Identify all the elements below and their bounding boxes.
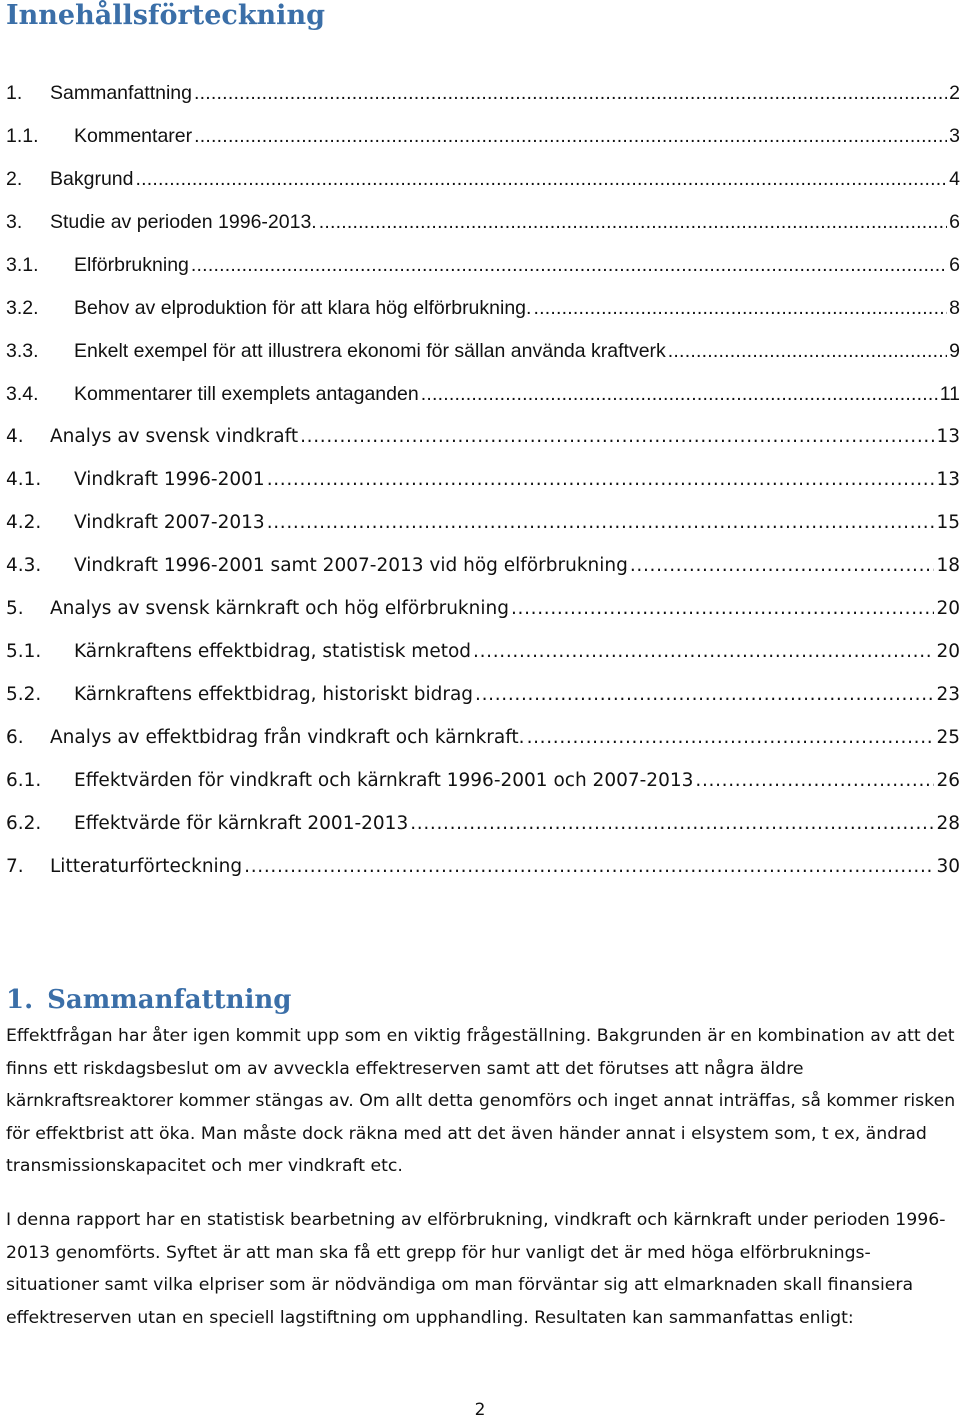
- toc-entry[interactable]: [6, 297, 960, 327]
- toc-entry-page: 6: [949, 254, 960, 276]
- toc-entry-number: 1.: [6, 82, 23, 104]
- toc-entry[interactable]: [6, 383, 960, 413]
- toc-leader-dots: [630, 555, 935, 576]
- toc-entry[interactable]: [6, 125, 960, 155]
- toc-entry[interactable]: [6, 426, 960, 456]
- toc-entry-page: 26: [936, 770, 960, 791]
- toc-leader-dots: [319, 211, 947, 234]
- toc-entry-title: Sammanfattning: [50, 82, 192, 104]
- toc-entry-page: 13: [936, 469, 960, 490]
- toc-leader-dots: [527, 727, 935, 748]
- toc-entry[interactable]: [6, 211, 960, 241]
- toc-entry-page: 4: [949, 168, 960, 190]
- toc-entry-page: 20: [936, 641, 960, 662]
- body-paragraph: Effektfrågan har åter igen kommit upp som en viktig frågeställning. Bakgrunden är en kombination av att det finns ett riskdagsbeslut om av avveckla effektreserven samt att det förutses att några äldre kärnkraftsreaktorer kommer stängas av. Om allt detta genomförs och inget annat inträffas, så kommer risken för effektbrist att öka. Man måste dock räkna med att det även händer annat i elsystem som, t ex, ändrad transmissionskapacitet och mer vindkraft etc.: [6, 1026, 956, 1176]
- toc-entry[interactable]: [6, 770, 960, 800]
- toc-entry-title: Elförbrukning: [74, 254, 189, 276]
- toc-entry-number: 3.: [6, 211, 23, 233]
- toc-entry-page: 9: [949, 340, 960, 362]
- toc-entry-page: 3: [949, 125, 960, 147]
- toc-entry[interactable]: [6, 82, 960, 112]
- toc-entry-title: Effektvärden för vindkraft och kärnkraft 1996-2001 och 2007-2013: [74, 770, 694, 791]
- toc-entry[interactable]: [6, 469, 960, 499]
- toc-entry-title: Kommentarer: [74, 125, 193, 147]
- toc-entry-number: 4.1.: [6, 469, 42, 490]
- toc-entry-number: 3.1.: [6, 254, 39, 276]
- toc-entry-number: 3.4.: [6, 383, 39, 405]
- toc-entry-page: 13: [936, 426, 960, 447]
- toc-entry-number: 4.2.: [6, 512, 42, 533]
- toc-entry-number: 5.2.: [6, 684, 42, 705]
- toc-entry-page: 11: [939, 383, 960, 405]
- toc-heading: Innehållsförteckning: [6, 0, 325, 31]
- toc-leader-dots: [421, 383, 938, 406]
- toc-entry[interactable]: [6, 727, 960, 757]
- toc-leader-dots: [511, 598, 934, 619]
- toc-entry-number: 4.: [6, 426, 24, 447]
- toc-entry-number: 3.2.: [6, 297, 39, 319]
- toc-entry[interactable]: [6, 512, 960, 542]
- toc-entry-page: 28: [936, 813, 960, 834]
- toc-leader-dots: [244, 856, 934, 877]
- toc-leader-dots: [300, 426, 934, 447]
- section-number: 1.: [6, 985, 34, 1015]
- toc-leader-dots: [695, 770, 934, 791]
- toc-entry-number: 3.3.: [6, 340, 39, 362]
- toc-entry[interactable]: [6, 813, 960, 843]
- toc-entry-page: 30: [936, 856, 960, 877]
- toc-entry-page: 6: [949, 211, 960, 233]
- toc-entry-title: Analys av effektbidrag från vindkraft och kärnkraft.: [50, 727, 525, 748]
- toc-entry-number: 5.: [6, 598, 24, 619]
- toc-entry-page: 18: [936, 555, 960, 576]
- toc-entry[interactable]: [6, 684, 960, 714]
- toc-entry-title: Kärnkraftens effektbidrag, statistisk metod: [74, 641, 472, 662]
- toc-entry-title: Vindkraft 1996-2001 samt 2007-2013 vid hög elförbrukning: [74, 555, 628, 576]
- toc-entry-page: 15: [936, 512, 960, 533]
- toc-entry[interactable]: [6, 168, 960, 198]
- toc-entry-title: Analys av svensk vindkraft: [50, 426, 299, 447]
- toc-entry-title: Analys av svensk kärnkraft och hög elförbrukning: [50, 598, 509, 619]
- toc-entry-page: 8: [949, 297, 960, 319]
- toc-entry-number: 6.2.: [6, 813, 42, 834]
- toc-entry-title: Bakgrund: [50, 168, 134, 190]
- toc-leader-dots: [194, 125, 947, 148]
- toc-entry-number: 7.: [6, 856, 24, 877]
- toc-entry-title: Enkelt exempel för att illustrera ekonomi för sällan använda kraftverk: [74, 340, 666, 362]
- toc-entry[interactable]: [6, 555, 960, 585]
- toc-entry-page: 25: [936, 727, 960, 748]
- toc-entry-title: Kärnkraftens effektbidrag, historiskt bidrag: [74, 684, 474, 705]
- toc-leader-dots: [473, 641, 934, 662]
- page-number: 2: [474, 1400, 486, 1420]
- toc-entry-title: Behov av elproduktion för att klara hög elförbrukning.: [74, 297, 532, 319]
- toc-entry-page: 23: [936, 684, 960, 705]
- toc-entry-title: Effektvärde för kärnkraft 2001-2013: [74, 813, 409, 834]
- toc-entry-title: Kommentarer till exemplets antaganden: [74, 383, 419, 405]
- body-paragraph: I denna rapport har en statistisk bearbetning av elförbrukning, vindkraft och kärnkraft under perioden 1996-2013 genomförts. Syftet är att man ska få ett grepp för hur vanligt det är med höga elförbruknings-situationer samt vilka elpriser som är nödvändiga om man förväntar sig att elmarknaden skall finansiera effektreserven utan en speciell lagstiftning om upphandling. Resultaten kan sammanfattas enligt:: [6, 1210, 946, 1328]
- toc-leader-dots: [191, 254, 947, 277]
- toc-leader-dots: [135, 168, 947, 191]
- toc-entry[interactable]: [6, 856, 960, 886]
- toc-leader-dots: [533, 297, 947, 320]
- toc-leader-dots: [267, 469, 935, 490]
- toc-entry-title: Studie av perioden 1996-2013.: [50, 211, 317, 233]
- toc-entry-number: 6.: [6, 727, 24, 748]
- toc-entry-page: 20: [936, 598, 960, 619]
- toc-leader-dots: [475, 684, 934, 705]
- toc-entry-page: 2: [949, 82, 960, 104]
- section-heading: [6, 980, 291, 1020]
- toc-entry[interactable]: [6, 340, 960, 370]
- toc-entry[interactable]: [6, 641, 960, 671]
- toc-entry-number: 5.1.: [6, 641, 42, 662]
- toc-entry[interactable]: [6, 254, 960, 284]
- toc-entry-number: 2.: [6, 168, 23, 190]
- toc-entry-title: Litteraturförteckning: [50, 856, 243, 877]
- toc-leader-dots: [194, 82, 947, 105]
- toc-entry[interactable]: [6, 598, 960, 628]
- toc-leader-dots: [410, 813, 934, 834]
- toc-entry-number: 4.3.: [6, 555, 42, 576]
- toc-entry-title: Vindkraft 2007-2013: [74, 512, 265, 533]
- toc-entry-number: 1.1.: [6, 125, 39, 147]
- section-title: Sammanfattning: [47, 985, 292, 1015]
- toc-leader-dots: [668, 340, 947, 363]
- toc-entry-title: Vindkraft 1996-2001: [74, 469, 265, 490]
- toc-entry-number: 6.1.: [6, 770, 42, 791]
- toc-leader-dots: [267, 512, 935, 533]
